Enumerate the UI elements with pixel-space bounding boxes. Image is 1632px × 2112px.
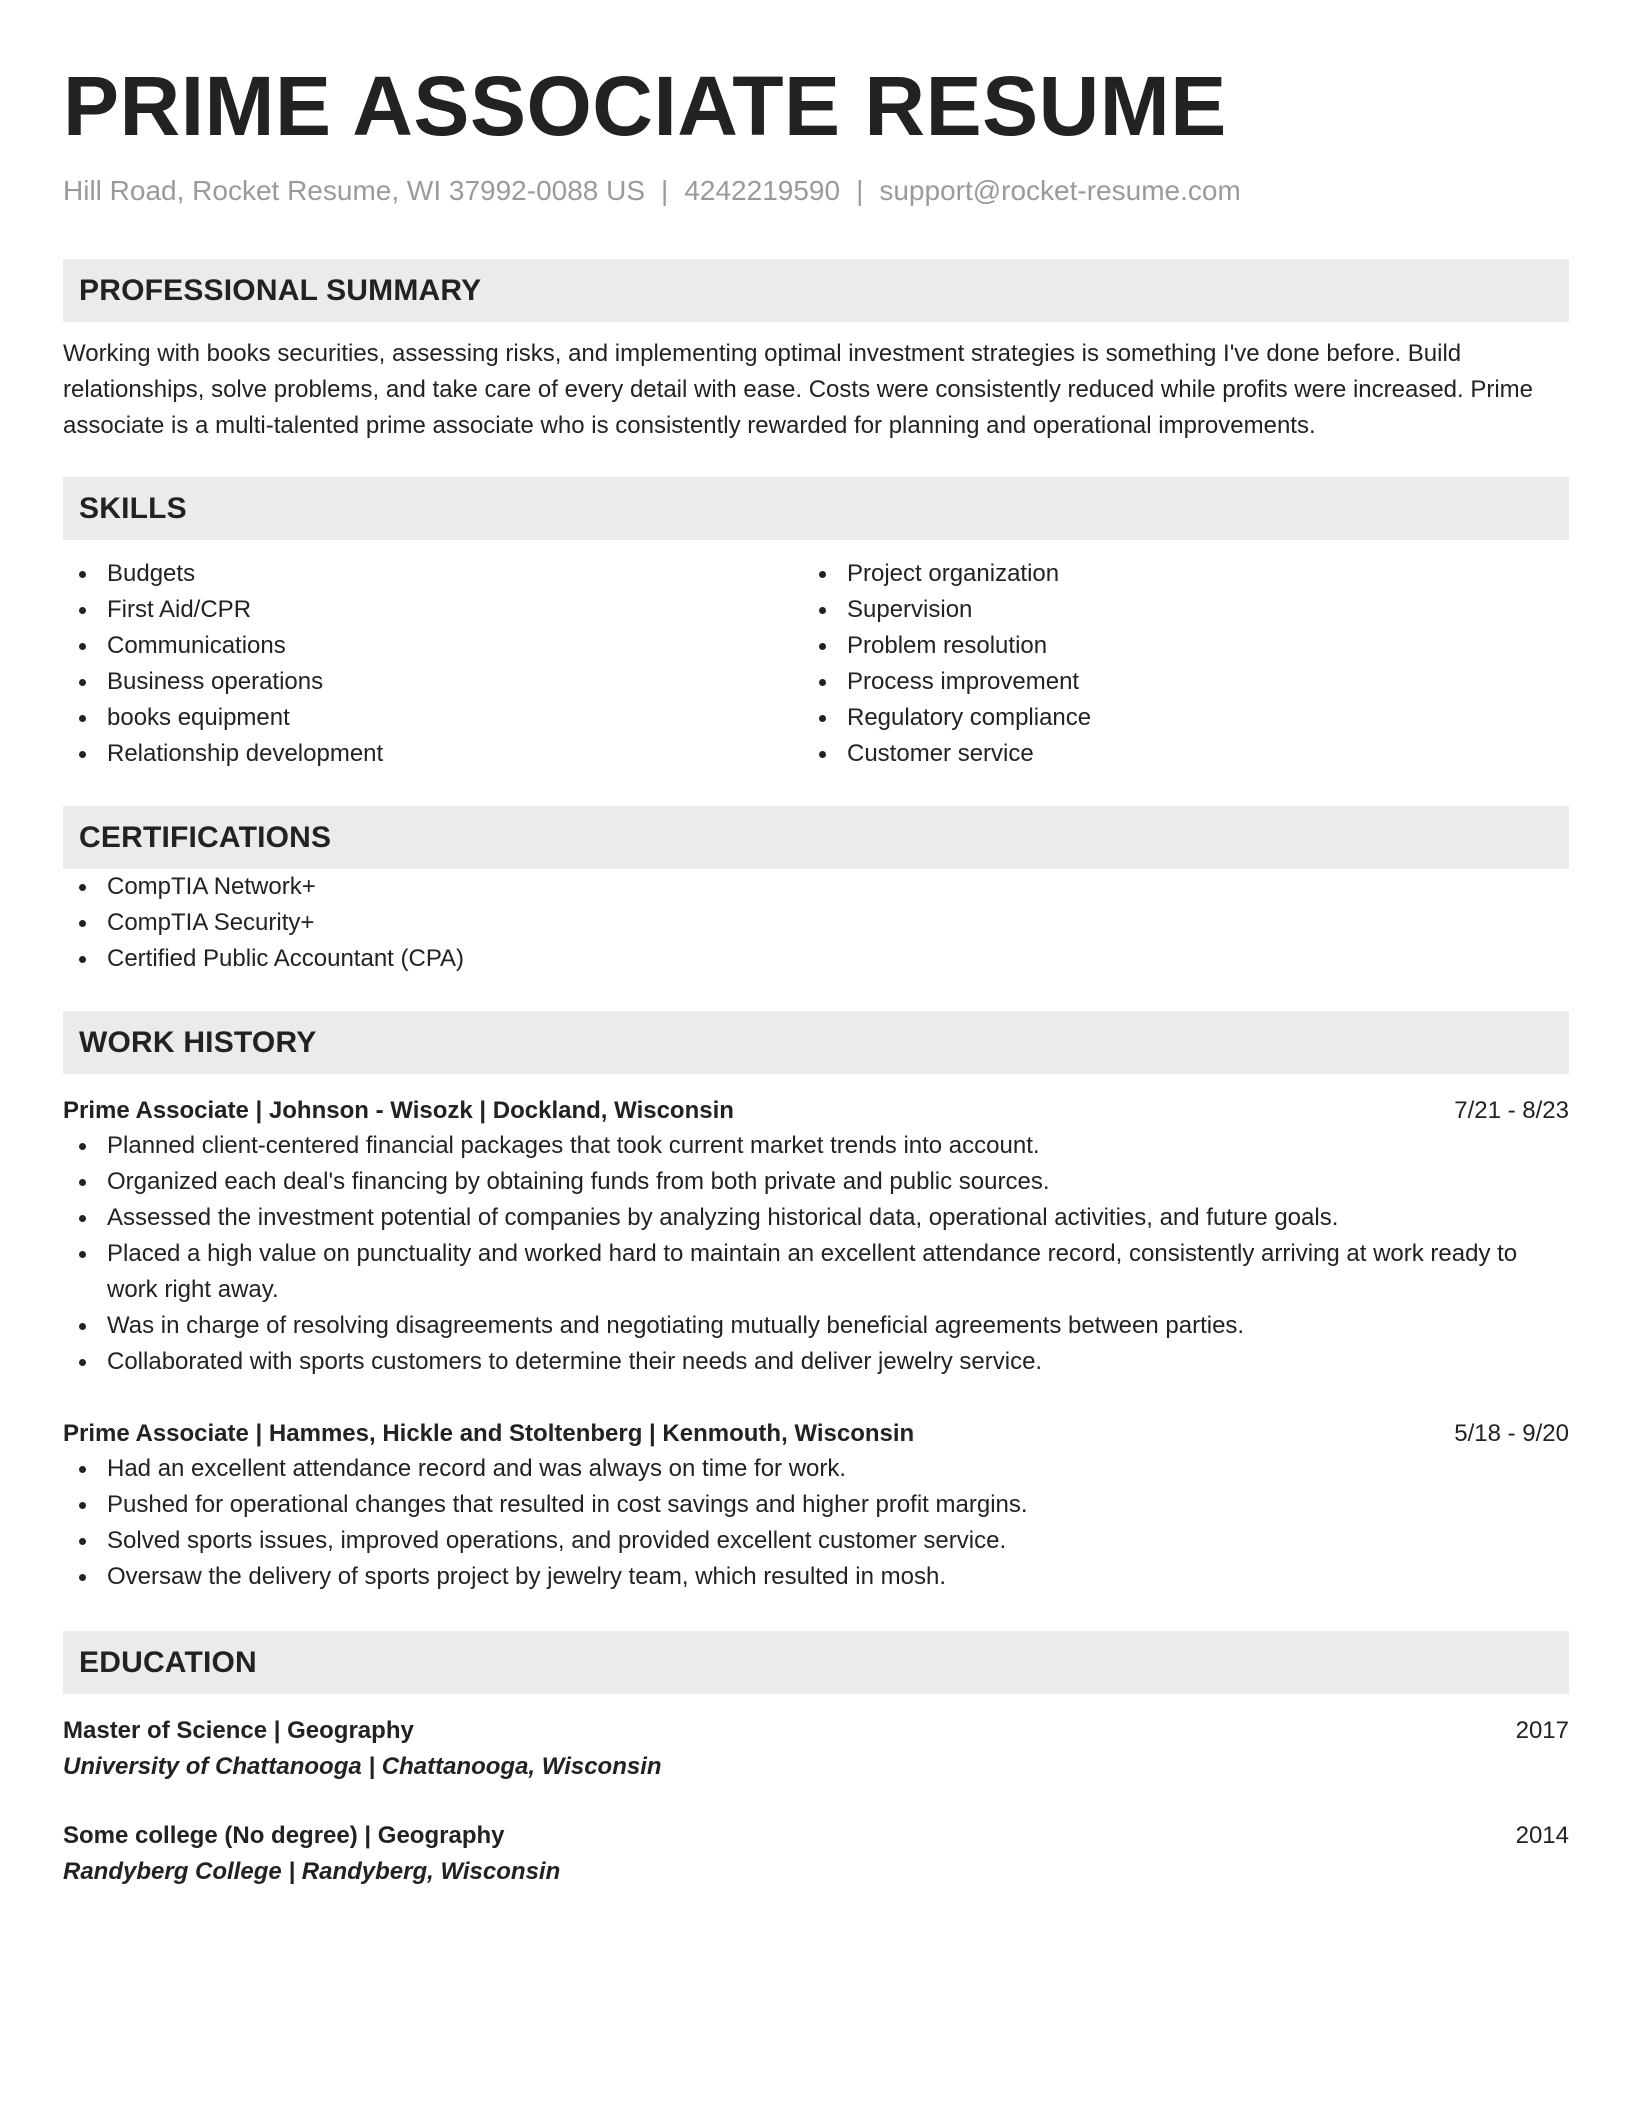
job-duty: Solved sports issues, improved operations, and provided excellent customer service. bbox=[63, 1523, 1569, 1559]
education-school: University of Chattanooga | Chattanooga, Wisconsin bbox=[63, 1753, 662, 1780]
skill-item: Regulatory compliance bbox=[803, 700, 1543, 736]
resume-title: PRIME ASSOCIATE RESUME bbox=[63, 59, 1227, 153]
certifications-list bbox=[63, 869, 1569, 977]
contact-separator: | bbox=[856, 175, 864, 206]
education-degree: Master of Science | Geography bbox=[63, 1717, 414, 1744]
skill-item: Supervision bbox=[803, 592, 1543, 628]
skill-item: books equipment bbox=[63, 700, 803, 736]
education-degree: Some college (No degree) | Geography bbox=[63, 1822, 505, 1849]
job-duty: Pushed for operational changes that resulted in cost savings and higher profit margins. bbox=[63, 1487, 1569, 1523]
contact-email: support@rocket-resume.com bbox=[879, 175, 1241, 206]
job-title: Prime Associate | Johnson - Wisozk | Dockland, Wisconsin bbox=[63, 1097, 734, 1124]
certification-item: Certified Public Accountant (CPA) bbox=[63, 941, 1569, 977]
education-header bbox=[63, 1714, 1569, 1748]
job-title: Prime Associate | Hammes, Hickle and Stoltenberg | Kenmouth, Wisconsin bbox=[63, 1420, 915, 1447]
job-entry bbox=[63, 1094, 1569, 1380]
job-dates: 7/21 - 8/23 bbox=[1454, 1097, 1569, 1124]
summary-text: Working with books securities, assessing risks, and implementing optimal investment strategies is something I've done before. Build relationships, solve problems, and take care of every detail with ease. Costs were consistently reduced while profits were increased. Prime associate is a multi-talented prime associate who is consistently rewarded for planning and operational improvements. bbox=[63, 340, 1534, 439]
job-duty: Oversaw the delivery of sports project by jewelry team, which resulted in mosh. bbox=[63, 1559, 1569, 1595]
skill-item: Communications bbox=[63, 628, 803, 664]
job-dates: 5/18 - 9/20 bbox=[1454, 1420, 1569, 1447]
education-header bbox=[63, 1819, 1569, 1853]
skills-columns bbox=[63, 556, 1569, 772]
contact-separator: | bbox=[661, 175, 669, 206]
section-heading-certifications: CERTIFICATIONS bbox=[63, 806, 1569, 869]
contact-phone: 4242219590 bbox=[684, 175, 841, 206]
education-year: 2014 bbox=[1515, 1822, 1569, 1849]
skill-item: Budgets bbox=[63, 556, 803, 592]
job-duty: Placed a high value on punctuality and worked hard to maintain an excellent attendance record, consistently arriving at work ready to work right away. bbox=[63, 1236, 1569, 1308]
contact-line bbox=[63, 174, 1569, 208]
job-header bbox=[63, 1094, 1569, 1128]
certification-item: CompTIA Security+ bbox=[63, 905, 1569, 941]
contact-address: Hill Road, Rocket Resume, WI 37992-0088 US bbox=[63, 175, 646, 206]
job-header bbox=[63, 1417, 1569, 1451]
skill-item: Process improvement bbox=[803, 664, 1543, 700]
skills-list-left bbox=[63, 556, 803, 772]
job-duty: Organized each deal's financing by obtaining funds from both private and public sources. bbox=[63, 1164, 1569, 1200]
job-duty: Collaborated with sports customers to determine their needs and deliver jewelry service. bbox=[63, 1344, 1569, 1380]
skill-item: First Aid/CPR bbox=[63, 592, 803, 628]
education-entry bbox=[63, 1819, 1569, 1891]
job-entry bbox=[63, 1417, 1569, 1595]
skill-item: Project organization bbox=[803, 556, 1543, 592]
education-school: Randyberg College | Randyberg, Wisconsin bbox=[63, 1858, 561, 1885]
section-heading-education: EDUCATION bbox=[63, 1631, 1569, 1694]
job-duty: Had an excellent attendance record and was always on time for work. bbox=[63, 1451, 1569, 1487]
section-heading-skills: SKILLS bbox=[63, 477, 1569, 540]
skill-item: Business operations bbox=[63, 664, 803, 700]
education-entry bbox=[63, 1714, 1569, 1786]
section-heading-summary: PROFESSIONAL SUMMARY bbox=[63, 259, 1569, 322]
education-year: 2017 bbox=[1515, 1717, 1569, 1744]
job-duty: Was in charge of resolving disagreements and negotiating mutually beneficial agreements between parties. bbox=[63, 1308, 1569, 1344]
skill-item: Relationship development bbox=[63, 736, 803, 772]
skill-item: Customer service bbox=[803, 736, 1543, 772]
section-heading-work-history: WORK HISTORY bbox=[63, 1011, 1569, 1074]
skill-item: Problem resolution bbox=[803, 628, 1543, 664]
skills-list-right bbox=[803, 556, 1543, 772]
job-duties-list bbox=[63, 1128, 1569, 1380]
certification-item: CompTIA Network+ bbox=[63, 869, 1569, 905]
job-duties-list bbox=[63, 1451, 1569, 1595]
job-duty: Assessed the investment potential of companies by analyzing historical data, operational activities, and future goals. bbox=[63, 1200, 1569, 1236]
job-duty: Planned client-centered financial packages that took current market trends into account. bbox=[63, 1128, 1569, 1164]
